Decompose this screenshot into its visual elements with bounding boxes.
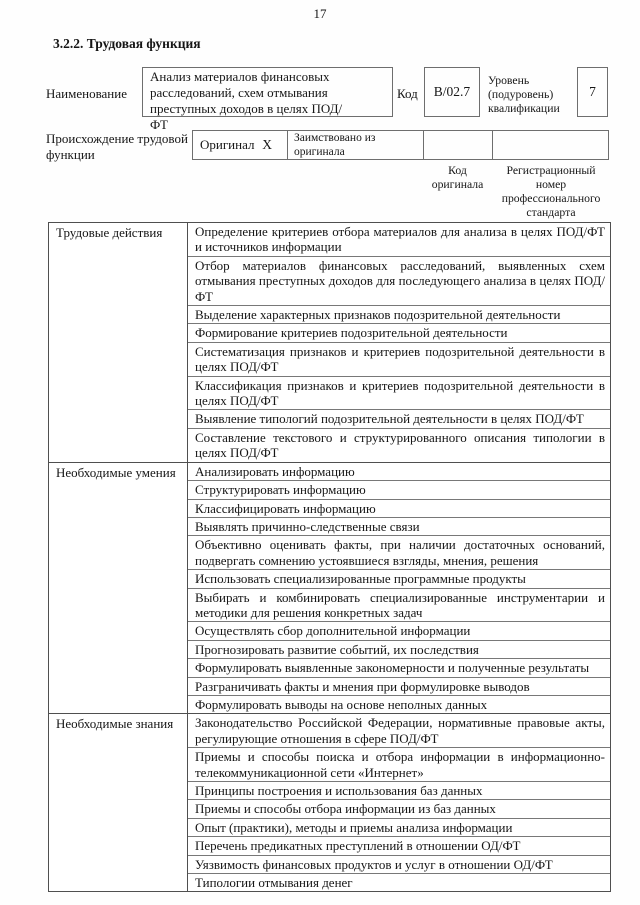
function-name-box: Анализ материалов финансовых расследований, схем отмывания преступных доходов в целях ПОД/ФТ <box>142 67 393 117</box>
origin-x-mark: X <box>262 137 272 152</box>
table-row: Законодательство Российской Федерации, нормативные правовые акты, регулирующие отношения в сфере ПОД/ФТ <box>188 714 610 748</box>
section-heading: 3.2.2. Трудовая функция <box>53 36 201 51</box>
function-details-table <box>48 222 611 892</box>
function-code-box: В/02.7 <box>424 67 480 117</box>
table-row: Отбор материалов финансовых расследований, выявленных схем отмывания преступных доходов для последующего анализа в целях ПОД/ФТ <box>188 257 610 306</box>
origin-borrowed-cell: Заимствовано из оригинала <box>287 131 423 159</box>
section-label: Трудовые действия <box>49 223 188 462</box>
table-row: Структурировать информацию <box>188 481 610 499</box>
qualification-level-label: Уровень (подуровень) квалификации <box>488 74 560 115</box>
table-row: Принципы построения и использования баз данных <box>188 782 610 800</box>
table-row: Уязвимость финансовых продуктов и услуг в отношении ОД/ФТ <box>188 856 610 874</box>
table-row: Классифицировать информацию <box>188 500 610 518</box>
table-row: Анализировать информацию <box>188 463 610 481</box>
table-row: Систематизация признаков и критериев подозрительной деятельности в целях ПОД/ФТ <box>188 343 610 377</box>
table-row: Объективно оценивать факты, при наличии достаточных оснований, подвергать сомнению устоявшиеся взгляды, мнения, решения <box>188 536 610 570</box>
table-row: Формирование критериев подозрительной деятельности <box>188 324 610 342</box>
name-label: Наименование <box>46 86 127 101</box>
table-row: Выделение характерных признаков подозрительной деятельности <box>188 306 610 324</box>
table-row: Приемы и способы поиска и отбора информации в информационно-телекоммуникационной сети «Интернет» <box>188 748 610 782</box>
qualification-level-box: 7 <box>577 67 608 117</box>
origin-regnum-caption: Регистрационный номер профессионального стандарта <box>501 164 601 219</box>
section-items <box>188 223 610 462</box>
table-row: Определение критериев отбора материалов для анализа в целях ПОД/ФТ и источников информации <box>188 223 610 257</box>
origin-original-label: Оригинал <box>200 137 255 152</box>
table-row: Осуществлять сбор дополнительной информации <box>188 622 610 640</box>
origin-code-cell <box>423 131 492 159</box>
origin-label: Происхождение трудовой функции <box>46 131 188 162</box>
table-row: Типологии отмывания денег <box>195 875 353 891</box>
table-row: Выявлять причинно-следственные связи <box>188 518 610 536</box>
table-row: Составление текстового и структурированного описания типологии в целях ПОД/ФТ <box>195 429 605 461</box>
section-items <box>188 714 610 891</box>
section-labor-actions <box>49 223 610 463</box>
section-label: Необходимые знания <box>49 714 188 891</box>
section-required-knowledge <box>49 714 610 891</box>
section-required-skills <box>49 463 610 715</box>
table-row: Перечень предикатных преступлений в отношении ОД/ФТ <box>188 837 610 855</box>
table-row: Опыт (практики), методы и приемы анализа информации <box>188 819 610 837</box>
origin-regnum-cell <box>492 131 608 159</box>
table-row: Использовать специализированные программные продукты <box>188 570 610 588</box>
table-row: Классификация признаков и критериев подозрительной деятельности в целях ПОД/ФТ <box>188 377 610 411</box>
table-row: Разграничивать факты и мнения при формулировке выводов <box>188 678 610 696</box>
table-row: Приемы и способы отбора информации из баз данных <box>188 800 610 818</box>
section-label: Необходимые умения <box>49 463 188 714</box>
origin-original-cell <box>193 131 287 159</box>
table-row: Прогнозировать развитие событий, их последствия <box>188 641 610 659</box>
table-row: Выбирать и комбинировать специализированные инструментарии и методики для решения конкретных задач <box>188 589 610 623</box>
origin-code-caption: Код оригинала <box>431 164 484 191</box>
section-items <box>188 463 610 714</box>
origin-table <box>192 130 609 160</box>
table-row: Выявление типологий подозрительной деятельности в целях ПОД/ФТ <box>188 410 610 428</box>
table-row: Формулировать выявленные закономерности и полученные результаты <box>188 659 610 677</box>
page-number: 17 <box>313 6 327 21</box>
table-row: Формулировать выводы на основе неполных данных <box>195 696 488 712</box>
code-label: Код <box>397 86 418 101</box>
